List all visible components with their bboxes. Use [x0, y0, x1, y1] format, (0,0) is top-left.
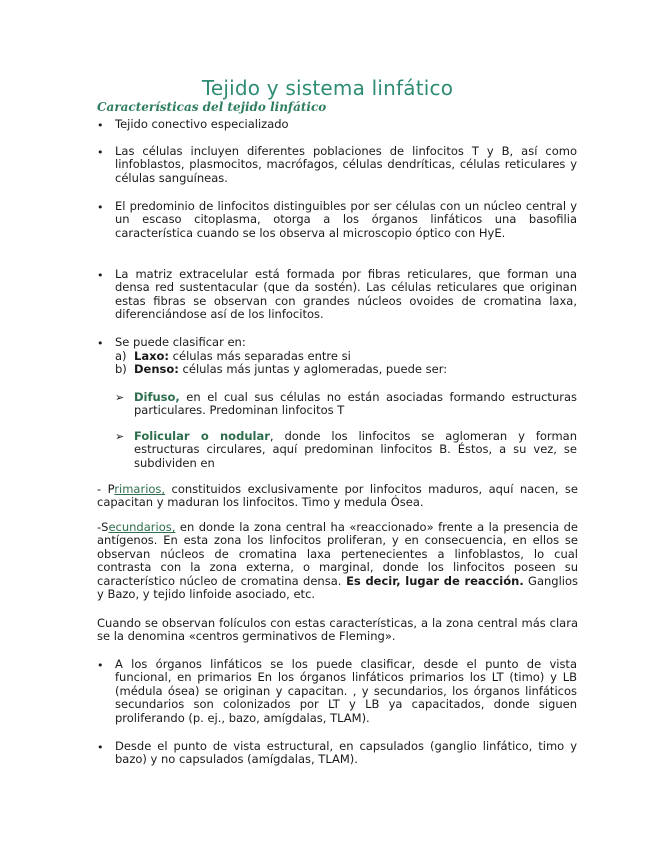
bullet-icon: • — [97, 119, 104, 132]
germinal-paragraph: Cuando se observan folículos con estas características, a la zona central más clara se la denomina «centros germinativos de Fleming». — [97, 616, 578, 644]
bullet-text-5: Se puede clasificar en: — [115, 335, 246, 349]
subtype-folicular — [134, 430, 577, 470]
secundarios-paragraph — [97, 521, 578, 601]
bullet-icon: • — [97, 741, 104, 754]
denso-text: células más juntas y aglomeradas, puede ser: — [178, 362, 448, 376]
secundarios-link[interactable]: ecundarios, — [108, 520, 176, 534]
primarios-link[interactable]: rimarios, — [114, 482, 166, 496]
classification-denso — [134, 363, 577, 376]
bullet-text-4: La matriz extracelular está formada por fibras reticulares, que forman una densa red sustentacular (que da sostén). Las células reticulares que originan estas fibras se observan con grandes núcleos ovoides de cromatina laxa, diferenciándose así de los linfocitos. — [115, 267, 577, 322]
bullet-icon: • — [97, 659, 104, 672]
secundarios-tail: Ganglios y Bazo, y tejido linfoide asociado, etc. — [97, 573, 579, 602]
term-difuso: Difuso, — [134, 390, 180, 404]
term-folicular: Folicular o nodular — [134, 429, 270, 443]
bullet-text-2: Las células incluyen diferentes poblaciones de linfocitos T y B, así como linfoblastos, plasmocitos, macrófagos, células dendríticas, células reticulares y células sanguíneas. — [115, 144, 577, 185]
primarios-text: constituidos exclusivamente por linfocitos maduros, aquí nacen, se capacitan y maduran los linfocitos. Timo y medula Ósea. — [97, 482, 578, 510]
subtype-difuso — [134, 391, 577, 418]
arrow-bullet-icon: ➢ — [115, 391, 125, 404]
bullet-icon: • — [97, 146, 104, 159]
bullet-text-7: Desde el punto de vista estructural, en capsulados (ganglio linfático, timo y bazo) y no capsulados (amígdalas, TLAM). — [115, 739, 577, 767]
laxo-text: células más separadas entre si — [169, 349, 351, 363]
bullet-icon: • — [97, 201, 104, 214]
folicular-text: , donde los linfocitos se aglomeran y forman estructuras circulares, aquí predominan linfocitos B. Éstos, a su vez, se subdividen en — [134, 429, 577, 470]
list-label-b: b) — [115, 362, 127, 376]
bullet-icon: • — [97, 269, 104, 282]
bullet-icon: • — [97, 337, 104, 350]
bullet-text-6: A los órganos linfáticos se los puede clasificar, desde el punto de vista funcional, en primarios En los órganos linfáticos primarios los LT (timo) y LB (médula ósea) se originan y capacitan. , y secundarios, los órganos linfáticos secundarios son colonizados por LT y LB ya capacitados, donde siguen proliferando (p. ej., bazo, amígdalas, TLAM). — [115, 657, 577, 725]
page-title: Tejido y sistema linfático — [201, 76, 454, 100]
bullet-text-1: Tejido conectivo especializado — [115, 117, 289, 131]
primarios-prefix: - P — [97, 482, 115, 496]
arrow-bullet-icon: ➢ — [115, 430, 125, 443]
term-denso: Denso: — [134, 362, 179, 376]
secundarios-bold: Es decir, lugar de reacción. — [341, 573, 524, 588]
bullet-text-3: El predominio de linfocitos distinguibles por ser células con un núcleo central y un escaso citoplasma, otorga a los órganos linfáticos una basofilia característica cuando se los observa al microscopio óptico con HyE. — [115, 199, 577, 240]
secundarios-prefix: -S — [97, 520, 109, 534]
difuso-text: en el cual sus células no están asociadas formando estructuras particulares. Predominan linfocitos T — [134, 390, 577, 418]
list-label-a: a) — [115, 349, 127, 363]
term-laxo: Laxo: — [134, 349, 170, 363]
secundarios-text: en donde la zona central ha «reaccionado» frente a la presencia de antígenos. En esta zona los linfocitos proliferan, y en consecuencia, en ellos se observan núcleos de cromatina laxa pertenecientes a linfoblastos, lo cual contrasta con la zona externa, o marginal, donde los linfocitos poseen su característico núcleo de cromatina densa. — [97, 520, 578, 588]
section-subtitle: Características del tejido linfático — [97, 100, 327, 114]
primarios-paragraph — [97, 483, 578, 510]
